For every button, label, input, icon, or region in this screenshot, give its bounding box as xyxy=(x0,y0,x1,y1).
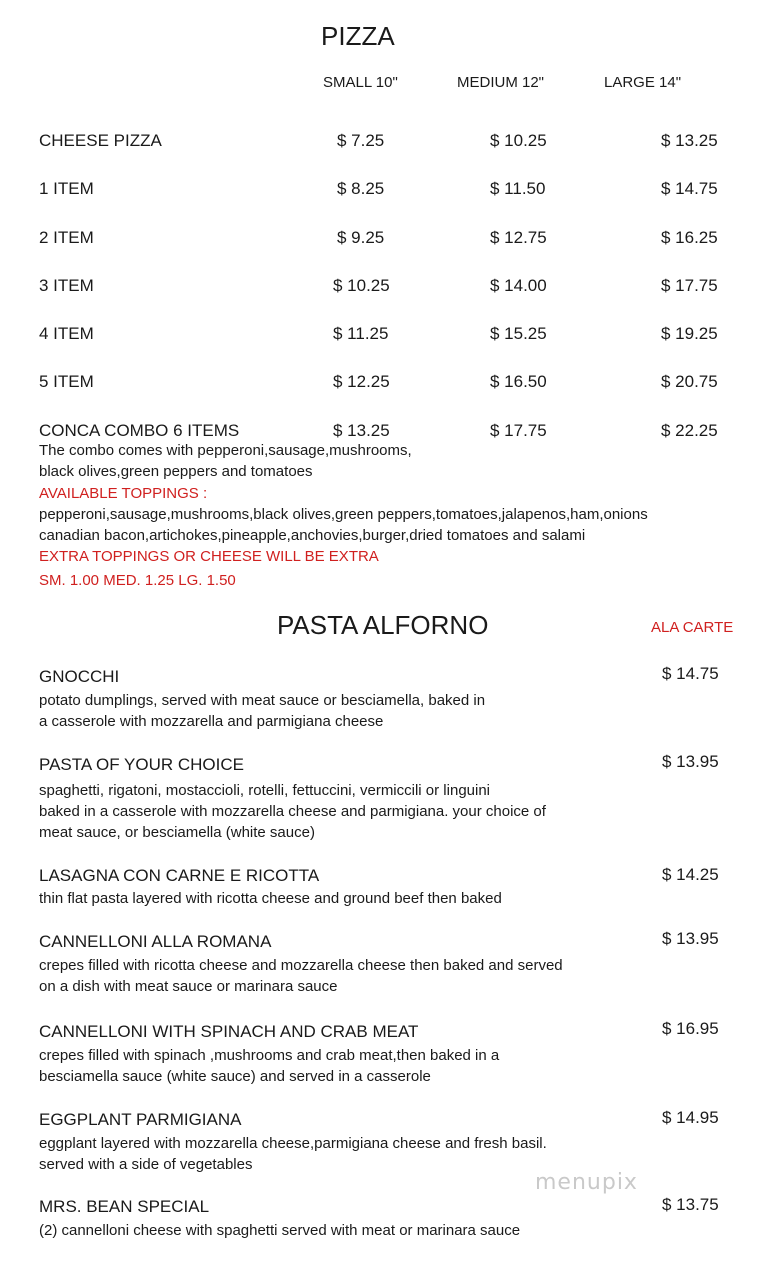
price-small: $ 13.25 xyxy=(333,421,390,440)
toppings-list: canadian bacon,artichokes,pineapple,anchovies,burger,dried tomatoes and salami xyxy=(39,527,586,544)
toppings-label: AVAILABLE TOPPINGS : xyxy=(39,485,208,502)
pasta-item-price: $ 13.95 xyxy=(662,929,719,948)
price-medium: $ 11.50 xyxy=(490,179,546,198)
pasta-item-name: CANNELLONI ALLA ROMANA xyxy=(39,932,272,951)
price-large: $ 17.75 xyxy=(661,276,718,295)
pasta-item-desc: spaghetti, rigatoni, mostaccioli, rotelli, fettuccini, vermiccili or linguini xyxy=(39,782,491,799)
extra-toppings-prices: SM. 1.00 MED. 1.25 LG. 1.50 xyxy=(39,572,236,589)
pasta-item-desc: on a dish with meat sauce or marinara sauce xyxy=(39,978,338,995)
pasta-item-desc: crepes filled with ricotta cheese and mozzarella cheese then baked and served xyxy=(39,957,563,974)
pasta-item-name: CANNELLONI WITH SPINACH AND CRAB MEAT xyxy=(39,1022,419,1041)
pizza-row-name: 2 ITEM xyxy=(39,228,94,247)
pizza-title: PIZZA xyxy=(321,21,395,51)
pasta-item-price: $ 14.95 xyxy=(662,1108,719,1127)
pasta-item-name: GNOCCHI xyxy=(39,667,120,686)
price-medium: $ 15.25 xyxy=(490,324,547,343)
price-large: $ 13.25 xyxy=(661,131,718,150)
pizza-row-name: 1 ITEM xyxy=(39,179,94,198)
price-large: $ 14.75 xyxy=(661,179,718,198)
ala-carte-label: ALA CARTE xyxy=(651,619,734,636)
pasta-item-desc: meat sauce, or besciamella (white sauce) xyxy=(39,824,315,841)
menupix-watermark: menupix xyxy=(535,1170,638,1195)
pizza-row-name: CONCA COMBO 6 ITEMS xyxy=(39,421,240,440)
price-large: $ 19.25 xyxy=(661,324,718,343)
pizza-row-name: 4 ITEM xyxy=(39,324,94,343)
price-medium: $ 16.50 xyxy=(490,372,547,391)
price-medium: $ 12.75 xyxy=(490,228,547,247)
pasta-item-desc: potato dumplings, served with meat sauce or besciamella, baked in xyxy=(39,692,486,709)
pasta-item-name: MRS. BEAN SPECIAL xyxy=(39,1197,210,1216)
pizza-row-name: 3 ITEM xyxy=(39,276,94,295)
combo-description: black olives,green peppers and tomatoes xyxy=(39,463,313,480)
pasta-item-price: $ 14.75 xyxy=(662,664,719,683)
extra-toppings-label: EXTRA TOPPINGS OR CHEESE WILL BE EXTRA xyxy=(39,548,379,565)
pasta-item-desc: besciamella sauce (white sauce) and served in a casserole xyxy=(39,1068,431,1085)
toppings-list: pepperoni,sausage,mushrooms,black olives,green peppers,tomatoes,jalapenos,ham,onions xyxy=(39,506,648,523)
pasta-item-price: $ 16.95 xyxy=(662,1019,719,1038)
price-medium: $ 17.75 xyxy=(490,421,547,440)
pasta-item-price: $ 13.95 xyxy=(662,752,719,771)
pasta-item-desc: crepes filled with spinach ,mushrooms and crab meat,then baked in a xyxy=(39,1047,500,1064)
price-large: $ 16.25 xyxy=(661,228,718,247)
price-small: $ 7.25 xyxy=(337,131,385,150)
price-small: $ 9.25 xyxy=(337,228,385,247)
pasta-item-price: $ 14.25 xyxy=(662,865,719,884)
pasta-item-desc: baked in a casserole with mozzarella cheese and parmigiana. your choice of xyxy=(39,803,546,820)
size-large-header: LARGE 14" xyxy=(604,74,682,91)
price-small: $ 11.25 xyxy=(333,324,389,343)
size-medium-header: MEDIUM 12" xyxy=(457,74,545,91)
pasta-item-desc: served with a side of vegetables xyxy=(39,1156,253,1173)
combo-description: The combo comes with pepperoni,sausage,mushrooms, xyxy=(39,442,412,459)
pasta-item-desc: eggplant layered with mozzarella cheese,parmigiana cheese and fresh basil. xyxy=(39,1135,547,1152)
pasta-item-name: EGGPLANT PARMIGIANA xyxy=(39,1110,242,1129)
pasta-item-desc: thin flat pasta layered with ricotta cheese and ground beef then baked xyxy=(39,890,502,907)
price-small: $ 12.25 xyxy=(333,372,390,391)
pasta-item-name: PASTA OF YOUR CHOICE xyxy=(39,755,244,774)
pasta-item-desc: a casserole with mozzarella and parmigiana cheese xyxy=(39,713,384,730)
price-medium: $ 10.25 xyxy=(490,131,547,150)
price-large: $ 22.25 xyxy=(661,421,718,440)
price-small: $ 8.25 xyxy=(337,179,385,198)
pasta-item-name: LASAGNA CON CARNE E RICOTTA xyxy=(39,866,320,885)
pizza-row-name: 5 ITEM xyxy=(39,372,94,391)
pasta-item-desc: (2) cannelloni cheese with spaghetti served with meat or marinara sauce xyxy=(39,1222,521,1239)
pasta-item-price: $ 13.75 xyxy=(662,1195,719,1214)
price-medium: $ 14.00 xyxy=(490,276,547,295)
size-small-header: SMALL 10" xyxy=(323,74,398,91)
pizza-row-name: CHEESE PIZZA xyxy=(39,131,162,150)
pasta-title: PASTA ALFORNO xyxy=(277,610,489,640)
price-small: $ 10.25 xyxy=(333,276,390,295)
price-large: $ 20.75 xyxy=(661,372,718,391)
